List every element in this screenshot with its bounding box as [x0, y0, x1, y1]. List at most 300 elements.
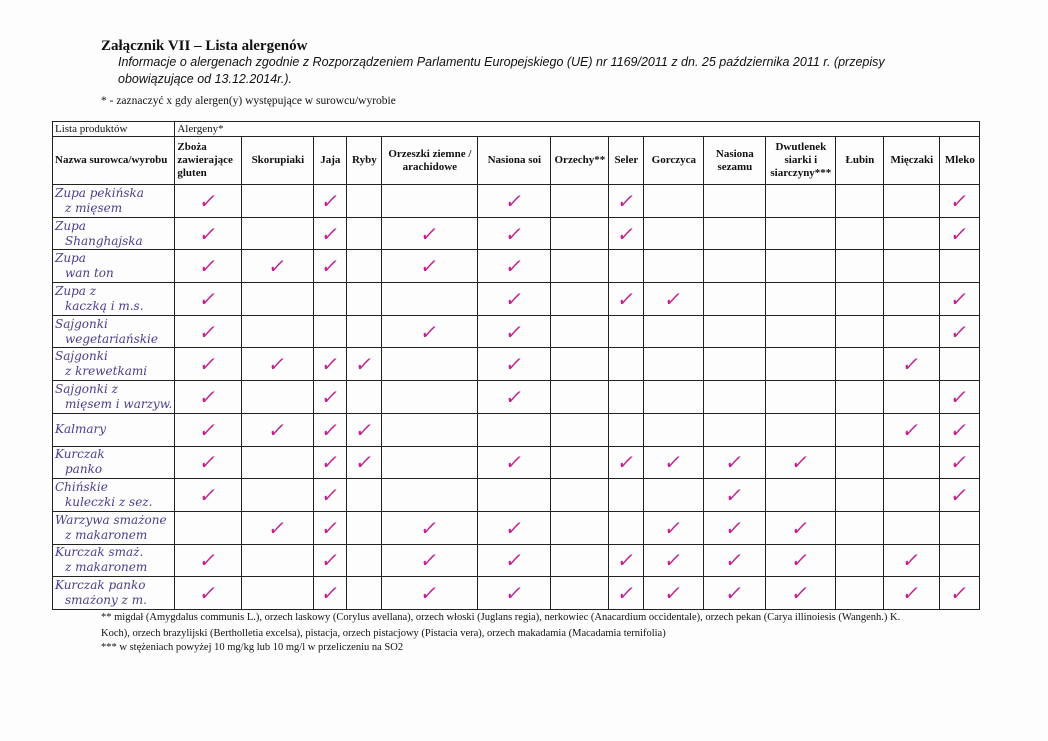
product-name-line1: Kurczak [55, 447, 105, 462]
allergen-cell [175, 511, 242, 544]
allergen-cell [836, 479, 884, 512]
allergen-cell [609, 511, 644, 544]
allergen-cell [766, 413, 836, 446]
allergen-cell [551, 511, 609, 544]
allergen-cell [382, 577, 478, 610]
allergen-cell [644, 413, 704, 446]
allergen-cell [551, 250, 609, 283]
allergen-header: Dwutlenek siarki i siarczyny*** [766, 137, 836, 185]
allergen-cell [382, 446, 478, 479]
allergen-cell [940, 381, 980, 414]
allergen-cell [347, 348, 382, 381]
check-mark-icon: ✓ [319, 188, 342, 213]
check-mark-icon: ✓ [319, 254, 342, 279]
product-name-line2: mięsem i warzyw. [65, 396, 173, 411]
allergen-cell [704, 217, 766, 250]
allergen-cell [940, 348, 980, 381]
allergen-cell [704, 283, 766, 316]
product-name [53, 577, 175, 610]
check-mark-icon: ✓ [197, 286, 220, 311]
check-mark-icon: ✓ [418, 221, 441, 246]
allergen-cell [704, 348, 766, 381]
allergen-cell [551, 544, 609, 577]
allergen-cell [478, 413, 551, 446]
allergen-cell [478, 381, 551, 414]
allergen-cell [551, 446, 609, 479]
allergen-cell [884, 544, 940, 577]
allergen-cell [347, 217, 382, 250]
check-mark-icon: ✓ [900, 548, 923, 573]
allergen-cell [551, 315, 609, 348]
allergen-cell [644, 185, 704, 218]
allergen-cell [314, 283, 347, 316]
allergen-cell [478, 544, 551, 577]
product-name [53, 544, 175, 577]
allergen-header: Orzeszki ziemne / arachidowe [382, 137, 478, 185]
allergen-cell [347, 283, 382, 316]
check-mark-icon: ✓ [319, 450, 342, 475]
product-name-line1: Zupa [55, 218, 86, 233]
allergen-cell [940, 544, 980, 577]
check-mark-icon: ✓ [615, 188, 638, 213]
allergen-header: Zboża zawierające gluten [175, 137, 242, 185]
allergen-cell [347, 544, 382, 577]
check-mark-icon: ✓ [662, 450, 685, 475]
check-mark-icon: ✓ [197, 483, 220, 508]
check-mark-icon: ✓ [503, 254, 526, 279]
allergen-cell [704, 511, 766, 544]
allergen-cell [314, 511, 347, 544]
check-mark-icon: ✓ [662, 581, 685, 606]
allergen-cell [704, 577, 766, 610]
allergen-cell [609, 185, 644, 218]
allergen-cell [314, 446, 347, 479]
allergen-cell [478, 185, 551, 218]
product-name-line2: wan ton [65, 266, 114, 281]
allergen-cell [242, 315, 314, 348]
allergen-cell [347, 381, 382, 414]
product-name [53, 315, 175, 348]
check-mark-icon: ✓ [503, 384, 526, 409]
allergen-cell [175, 446, 242, 479]
allergen-cell [644, 283, 704, 316]
check-mark-icon: ✓ [503, 352, 526, 377]
check-mark-icon: ✓ [615, 450, 638, 475]
allergen-cell [551, 283, 609, 316]
allergen-cell [551, 348, 609, 381]
table-row [53, 348, 980, 381]
check-mark-icon: ✓ [319, 352, 342, 377]
check-mark-icon: ✓ [662, 286, 685, 311]
product-name-line1: Chińskie [55, 480, 108, 495]
allergen-cell [242, 446, 314, 479]
allergen-cell [242, 250, 314, 283]
table-row [53, 283, 980, 316]
check-mark-icon: ✓ [948, 483, 971, 508]
check-mark-icon: ✓ [319, 221, 342, 246]
check-mark-icon: ✓ [266, 254, 289, 279]
product-name-line2: kuleczki z sez. [65, 495, 153, 510]
allergen-cell [242, 185, 314, 218]
allergen-cell [766, 511, 836, 544]
allergen-cell [836, 446, 884, 479]
list-header: Lista produktów [53, 122, 175, 137]
allergen-cell [478, 315, 551, 348]
allergen-cell [836, 511, 884, 544]
allergen-header: Orzechy** [551, 137, 609, 185]
allergen-cell [478, 250, 551, 283]
allergen-cell [314, 217, 347, 250]
allergen-cell [347, 479, 382, 512]
allergen-cell [609, 381, 644, 414]
allergen-cell [314, 577, 347, 610]
product-name-line1: Zupa pekińska [55, 185, 144, 200]
check-mark-icon: ✓ [503, 221, 526, 246]
allergen-header: Jaja [314, 137, 347, 185]
allergen-cell [940, 446, 980, 479]
product-name-line2: z krewetkami [65, 364, 148, 379]
allergen-header: Gorczyca [644, 137, 704, 185]
check-mark-icon: ✓ [503, 450, 526, 475]
allergen-cell [382, 381, 478, 414]
allergen-cell [940, 283, 980, 316]
product-name-line1: Kurczak smaż. [55, 545, 144, 560]
product-name-line2: Shanghajska [65, 233, 143, 248]
allergen-cell [836, 283, 884, 316]
allergen-cell [242, 413, 314, 446]
allergen-cell [478, 446, 551, 479]
allergen-cell [382, 185, 478, 218]
allergen-cell [836, 348, 884, 381]
footnote-sulphites: *** w stężeniach powyżej 10 mg/kg lub 10 mg/l w przeliczeniu na SO2 [101, 642, 404, 653]
check-mark-icon: ✓ [503, 581, 526, 606]
allergen-cell [478, 348, 551, 381]
check-mark-icon: ✓ [948, 581, 971, 606]
allergen-header: Nasiona soi [478, 137, 551, 185]
allergen-cell [766, 381, 836, 414]
allergen-cell [704, 250, 766, 283]
check-mark-icon: ✓ [319, 483, 342, 508]
check-mark-icon: ✓ [723, 581, 746, 606]
table-row [53, 446, 980, 479]
allergen-cell [940, 250, 980, 283]
check-mark-icon: ✓ [319, 384, 342, 409]
allergen-cell [551, 217, 609, 250]
check-mark-icon: ✓ [503, 319, 526, 344]
allergen-cell [175, 577, 242, 610]
allergen-header: Ryby [347, 137, 382, 185]
allergen-header: Mięczaki [884, 137, 940, 185]
document-title: Załącznik VII – Lista alergenów [101, 38, 308, 54]
footnote-nuts: ** migdał (Amygdalus communis L.), orzech laskowy (Corylus avellana), orzech włoski (Juglans regia), nerkowiec (Anacardium occidentale), orzech pekan (Carya illinoiesis (Wangenh.) K. Koch), orzech brazylijski (Bertholletia excelsa), pistacja, orzech pistacjowy (Pistacia vera), orzech makadamia (Macadamia ternifolia) [101, 612, 901, 639]
allergen-cell [609, 315, 644, 348]
allergen-cell [551, 381, 609, 414]
allergen-cell [704, 544, 766, 577]
check-mark-icon: ✓ [789, 515, 812, 540]
allergen-cell [766, 217, 836, 250]
allergen-header: Seler [609, 137, 644, 185]
allergen-cell [940, 185, 980, 218]
allergen-cell [314, 413, 347, 446]
table-row [53, 479, 980, 512]
product-name-line1: Kurczak panko [55, 578, 146, 593]
allergen-cell [884, 348, 940, 381]
allergen-cell [175, 348, 242, 381]
allergen-cell [644, 348, 704, 381]
product-name [53, 413, 175, 446]
allergen-cell [766, 315, 836, 348]
allergen-cell [175, 250, 242, 283]
allergen-cell [766, 185, 836, 218]
allergen-cell [704, 315, 766, 348]
check-mark-icon: ✓ [789, 548, 812, 573]
document-subtitle: Informacje o alergenach zgodnie z Rozporządzeniem Parlamentu Europejskiego (UE) nr 1169/2011 z dn. 25 października 2011 r. (przepisy obowiązujące od 13.12.2014r.). [118, 55, 885, 86]
product-name-line2: smażony z m. [65, 593, 147, 608]
check-mark-icon: ✓ [615, 221, 638, 246]
check-mark-icon: ✓ [503, 188, 526, 213]
allergen-cell [382, 250, 478, 283]
allergen-cell [884, 315, 940, 348]
check-mark-icon: ✓ [503, 515, 526, 540]
instruction-note: * - zaznaczyć x gdy alergen(y) występujące w surowcu/wyrobie [101, 95, 396, 107]
allergen-cell [644, 479, 704, 512]
allergen-table [52, 121, 980, 610]
table-row [53, 315, 980, 348]
allergen-cell [704, 413, 766, 446]
check-mark-icon: ✓ [197, 581, 220, 606]
allergen-cell [478, 283, 551, 316]
allergen-cell [766, 479, 836, 512]
check-mark-icon: ✓ [418, 254, 441, 279]
allergen-header: Skorupiaki [242, 137, 314, 185]
allergen-cell [347, 315, 382, 348]
product-name-line1: Zupa [55, 251, 86, 266]
allergen-cell [884, 413, 940, 446]
allergen-cell [347, 577, 382, 610]
allergen-cell [242, 577, 314, 610]
allergen-cell [766, 250, 836, 283]
check-mark-icon: ✓ [197, 254, 220, 279]
allergen-cell [314, 544, 347, 577]
allergen-cell [551, 413, 609, 446]
allergen-cell [644, 577, 704, 610]
allergen-cell [314, 250, 347, 283]
product-name-line1: Sajgonki z [55, 381, 118, 396]
allergen-cell [704, 381, 766, 414]
allergen-cell [884, 381, 940, 414]
allergen-cell [836, 217, 884, 250]
product-name [53, 381, 175, 414]
allergen-cell [347, 185, 382, 218]
allergen-cell [940, 315, 980, 348]
allergen-cell [609, 577, 644, 610]
check-mark-icon: ✓ [319, 417, 342, 442]
allergen-cell [884, 283, 940, 316]
check-mark-icon: ✓ [197, 417, 220, 442]
allergen-cell [478, 511, 551, 544]
allergen-cell [382, 479, 478, 512]
check-mark-icon: ✓ [418, 581, 441, 606]
table-body [53, 185, 980, 610]
check-mark-icon: ✓ [197, 221, 220, 246]
allergen-cell [347, 446, 382, 479]
allergen-cell [175, 217, 242, 250]
allergen-cell [347, 250, 382, 283]
allergen-cell [884, 250, 940, 283]
table-row [53, 217, 980, 250]
check-mark-icon: ✓ [503, 548, 526, 573]
check-mark-icon: ✓ [900, 352, 923, 377]
check-mark-icon: ✓ [948, 417, 971, 442]
table-row [53, 577, 980, 610]
allergen-cell [644, 250, 704, 283]
allergen-cell [175, 315, 242, 348]
allergen-cell [644, 315, 704, 348]
allergen-cell [551, 479, 609, 512]
allergen-cell [382, 348, 478, 381]
check-mark-icon: ✓ [197, 352, 220, 377]
allergen-cell [175, 413, 242, 446]
check-mark-icon: ✓ [266, 352, 289, 377]
check-mark-icon: ✓ [948, 286, 971, 311]
allergen-cell [242, 511, 314, 544]
allergen-cell [314, 348, 347, 381]
allergen-cell [836, 185, 884, 218]
check-mark-icon: ✓ [948, 384, 971, 409]
allergen-header: Mleko [940, 137, 980, 185]
allergen-cell [609, 544, 644, 577]
product-name-line2: z makaronem [65, 560, 148, 575]
allergen-cell [314, 185, 347, 218]
check-mark-icon: ✓ [197, 450, 220, 475]
allergen-cell [704, 185, 766, 218]
allergen-cell [644, 217, 704, 250]
check-mark-icon: ✓ [948, 450, 971, 475]
allergen-cell [347, 413, 382, 446]
allergen-cell [644, 544, 704, 577]
check-mark-icon: ✓ [662, 548, 685, 573]
allergen-cell [609, 250, 644, 283]
check-mark-icon: ✓ [197, 188, 220, 213]
allergen-cell [884, 446, 940, 479]
allergen-cell [175, 544, 242, 577]
check-mark-icon: ✓ [723, 483, 746, 508]
check-mark-icon: ✓ [615, 581, 638, 606]
allergen-cell [609, 479, 644, 512]
allergen-cell [382, 217, 478, 250]
allergen-cell [836, 250, 884, 283]
allergen-cell [644, 381, 704, 414]
allergen-cell [347, 511, 382, 544]
check-mark-icon: ✓ [319, 581, 342, 606]
allergen-cell [242, 544, 314, 577]
check-mark-icon: ✓ [789, 581, 812, 606]
allergen-cell [884, 185, 940, 218]
check-mark-icon: ✓ [197, 384, 220, 409]
product-name-line2: panko [65, 462, 103, 477]
allergen-cell [836, 413, 884, 446]
allergen-cell [940, 413, 980, 446]
check-mark-icon: ✓ [353, 352, 376, 377]
check-mark-icon: ✓ [723, 548, 746, 573]
allergen-cell [940, 511, 980, 544]
allergens-header: Alergeny* [175, 122, 980, 137]
product-name-line1: Sajgonki [55, 349, 108, 364]
check-mark-icon: ✓ [948, 319, 971, 344]
check-mark-icon: ✓ [900, 581, 923, 606]
check-mark-icon: ✓ [418, 319, 441, 344]
allergen-cell [940, 217, 980, 250]
allergen-cell [551, 577, 609, 610]
check-mark-icon: ✓ [197, 548, 220, 573]
allergen-cell [382, 511, 478, 544]
product-name [53, 511, 175, 544]
check-mark-icon: ✓ [662, 515, 685, 540]
allergen-cell [242, 217, 314, 250]
allergen-cell [478, 577, 551, 610]
allergen-cell [478, 479, 551, 512]
check-mark-icon: ✓ [353, 417, 376, 442]
allergen-cell [382, 544, 478, 577]
check-mark-icon: ✓ [615, 286, 638, 311]
table-row [53, 381, 980, 414]
check-mark-icon: ✓ [197, 319, 220, 344]
table-row [53, 185, 980, 218]
allergen-cell [609, 446, 644, 479]
allergen-header: Łubin [836, 137, 884, 185]
product-name [53, 217, 175, 250]
allergen-cell [766, 577, 836, 610]
allergen-cell [884, 217, 940, 250]
check-mark-icon: ✓ [319, 515, 342, 540]
check-mark-icon: ✓ [948, 221, 971, 246]
table-row [53, 250, 980, 283]
allergen-cell [551, 185, 609, 218]
product-name-line2: wegetariańskie [65, 331, 158, 346]
allergen-cell [382, 413, 478, 446]
product-name [53, 185, 175, 218]
allergen-cell [644, 446, 704, 479]
allergen-cell [836, 577, 884, 610]
allergen-cell [940, 479, 980, 512]
allergen-cell [242, 283, 314, 316]
product-name [53, 348, 175, 381]
allergen-cell [609, 217, 644, 250]
allergen-cell [242, 479, 314, 512]
allergen-cell [766, 446, 836, 479]
product-name-line1: Sajgonki [55, 316, 108, 331]
check-mark-icon: ✓ [353, 450, 376, 475]
check-mark-icon: ✓ [900, 417, 923, 442]
allergen-cell [175, 381, 242, 414]
allergen-cell [242, 381, 314, 414]
table-row [53, 511, 980, 544]
check-mark-icon: ✓ [418, 515, 441, 540]
allergen-cell [766, 348, 836, 381]
allergen-cell [175, 185, 242, 218]
allergen-cell [766, 544, 836, 577]
allergen-cell [884, 479, 940, 512]
check-mark-icon: ✓ [266, 417, 289, 442]
allergen-cell [836, 381, 884, 414]
allergen-cell [175, 283, 242, 316]
allergen-cell [382, 283, 478, 316]
allergen-cell [766, 283, 836, 316]
product-name-line1: Zupa z [55, 283, 97, 298]
table-row [53, 544, 980, 577]
check-mark-icon: ✓ [319, 548, 342, 573]
allergen-cell [609, 283, 644, 316]
